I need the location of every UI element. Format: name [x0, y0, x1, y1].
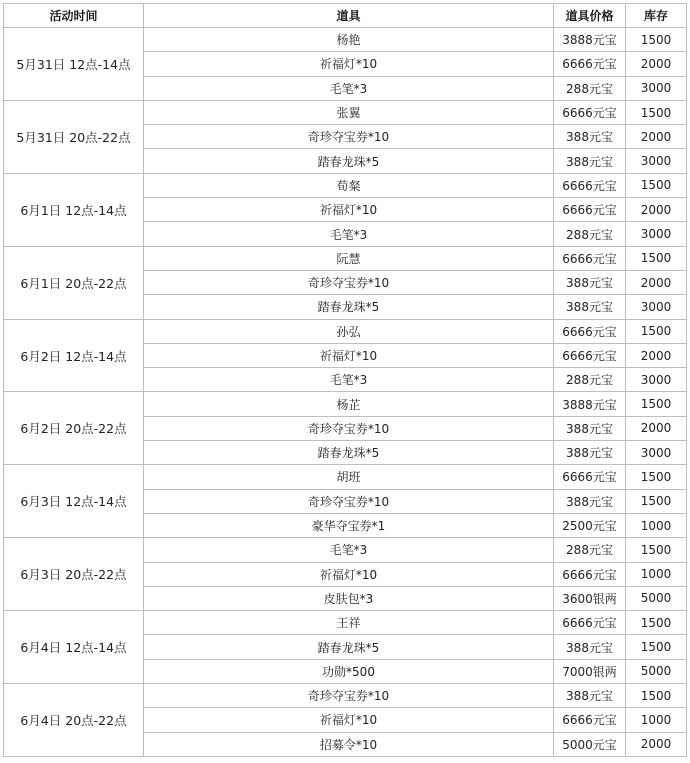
- item-price-cell: 5000元宝: [554, 732, 626, 756]
- stock-cell: 1500: [626, 635, 687, 659]
- item-name-cell: 王祥: [144, 611, 554, 635]
- stock-cell: 2000: [626, 732, 687, 756]
- item-price-cell: 2500元宝: [554, 513, 626, 537]
- table-body: [4, 28, 687, 757]
- stock-cell: 1500: [626, 465, 687, 489]
- item-name-cell: 奇珍夺宝券*10: [144, 125, 554, 149]
- table-row: [4, 392, 687, 416]
- stock-cell: 1500: [626, 319, 687, 343]
- item-price-cell: 288元宝: [554, 538, 626, 562]
- stock-cell: 1500: [626, 611, 687, 635]
- item-name-cell: 荀粲: [144, 173, 554, 197]
- stock-cell: 2000: [626, 52, 687, 76]
- item-name-cell: 踏春龙珠*5: [144, 295, 554, 319]
- stock-cell: 1500: [626, 538, 687, 562]
- stock-cell: 1500: [626, 28, 687, 52]
- stock-cell: 1500: [626, 684, 687, 708]
- stock-cell: 3000: [626, 76, 687, 100]
- stock-cell: 3000: [626, 368, 687, 392]
- item-price-cell: 6666元宝: [554, 246, 626, 270]
- activity-schedule-table: [3, 3, 687, 757]
- item-name-cell: 孙弘: [144, 319, 554, 343]
- item-price-cell: 288元宝: [554, 368, 626, 392]
- header-item-price: 道具价格: [554, 4, 626, 28]
- item-name-cell: 祈福灯*10: [144, 562, 554, 586]
- item-name-cell: 皮肤包*3: [144, 586, 554, 610]
- item-price-cell: 288元宝: [554, 76, 626, 100]
- item-price-cell: 388元宝: [554, 125, 626, 149]
- activity-time-cell: 6月1日 12点-14点: [4, 173, 144, 246]
- item-price-cell: 6666元宝: [554, 611, 626, 635]
- item-name-cell: 阮慧: [144, 246, 554, 270]
- stock-cell: 2000: [626, 416, 687, 440]
- stock-cell: 1500: [626, 246, 687, 270]
- stock-cell: 3000: [626, 295, 687, 319]
- item-price-cell: 6666元宝: [554, 173, 626, 197]
- item-price-cell: 6666元宝: [554, 343, 626, 367]
- item-price-cell: 6666元宝: [554, 52, 626, 76]
- header-activity-time: 活动时间: [4, 4, 144, 28]
- table-row: [4, 100, 687, 124]
- item-price-cell: 388元宝: [554, 270, 626, 294]
- item-price-cell: 388元宝: [554, 684, 626, 708]
- activity-time-cell: 6月3日 12点-14点: [4, 465, 144, 538]
- item-price-cell: 388元宝: [554, 635, 626, 659]
- stock-cell: 1500: [626, 100, 687, 124]
- item-name-cell: 豪华夺宝券*1: [144, 513, 554, 537]
- activity-time-cell: 6月1日 20点-22点: [4, 246, 144, 319]
- item-name-cell: 功勋*500: [144, 659, 554, 683]
- table-row: [4, 611, 687, 635]
- item-name-cell: 毛笔*3: [144, 76, 554, 100]
- item-price-cell: 288元宝: [554, 222, 626, 246]
- item-name-cell: 招募令*10: [144, 732, 554, 756]
- stock-cell: 1000: [626, 513, 687, 537]
- item-price-cell: 6666元宝: [554, 562, 626, 586]
- stock-cell: 1500: [626, 173, 687, 197]
- table-row: [4, 28, 687, 52]
- table-row: [4, 465, 687, 489]
- stock-cell: 2000: [626, 125, 687, 149]
- activity-time-cell: 5月31日 12点-14点: [4, 28, 144, 101]
- item-name-cell: 张翼: [144, 100, 554, 124]
- item-name-cell: 毛笔*3: [144, 538, 554, 562]
- stock-cell: 1500: [626, 392, 687, 416]
- item-name-cell: 踏春龙珠*5: [144, 441, 554, 465]
- table-row: [4, 246, 687, 270]
- activity-time-cell: 6月2日 12点-14点: [4, 319, 144, 392]
- table-row: [4, 684, 687, 708]
- activity-time-cell: 6月4日 20点-22点: [4, 684, 144, 757]
- table-row: [4, 319, 687, 343]
- item-price-cell: 6666元宝: [554, 319, 626, 343]
- item-name-cell: 祈福灯*10: [144, 52, 554, 76]
- stock-cell: 3000: [626, 441, 687, 465]
- item-price-cell: 6666元宝: [554, 100, 626, 124]
- activity-time-cell: 6月2日 20点-22点: [4, 392, 144, 465]
- activity-time-cell: 6月4日 12点-14点: [4, 611, 144, 684]
- stock-cell: 5000: [626, 586, 687, 610]
- stock-cell: 1000: [626, 708, 687, 732]
- stock-cell: 5000: [626, 659, 687, 683]
- item-price-cell: 6666元宝: [554, 198, 626, 222]
- item-name-cell: 奇珍夺宝券*10: [144, 684, 554, 708]
- item-price-cell: 388元宝: [554, 149, 626, 173]
- item-name-cell: 奇珍夺宝券*10: [144, 416, 554, 440]
- item-price-cell: 3600银两: [554, 586, 626, 610]
- item-name-cell: 胡班: [144, 465, 554, 489]
- item-name-cell: 踏春龙珠*5: [144, 149, 554, 173]
- stock-cell: 1500: [626, 489, 687, 513]
- item-name-cell: 祈福灯*10: [144, 198, 554, 222]
- item-name-cell: 杨芷: [144, 392, 554, 416]
- item-name-cell: 毛笔*3: [144, 368, 554, 392]
- item-price-cell: 388元宝: [554, 441, 626, 465]
- stock-cell: 2000: [626, 198, 687, 222]
- item-name-cell: 踏春龙珠*5: [144, 635, 554, 659]
- item-price-cell: 388元宝: [554, 295, 626, 319]
- item-price-cell: 6666元宝: [554, 708, 626, 732]
- item-name-cell: 奇珍夺宝券*10: [144, 270, 554, 294]
- item-price-cell: 3888元宝: [554, 392, 626, 416]
- activity-time-cell: 6月3日 20点-22点: [4, 538, 144, 611]
- item-name-cell: 毛笔*3: [144, 222, 554, 246]
- table-row: [4, 538, 687, 562]
- item-price-cell: 6666元宝: [554, 465, 626, 489]
- item-name-cell: 杨艳: [144, 28, 554, 52]
- stock-cell: 3000: [626, 222, 687, 246]
- table-row: [4, 173, 687, 197]
- item-name-cell: 祈福灯*10: [144, 708, 554, 732]
- stock-cell: 2000: [626, 343, 687, 367]
- table-header: [4, 4, 687, 28]
- stock-cell: 1000: [626, 562, 687, 586]
- activity-time-cell: 5月31日 20点-22点: [4, 100, 144, 173]
- item-price-cell: 388元宝: [554, 416, 626, 440]
- item-price-cell: 3888元宝: [554, 28, 626, 52]
- item-name-cell: 祈福灯*10: [144, 343, 554, 367]
- stock-cell: 2000: [626, 270, 687, 294]
- header-stock: 库存: [626, 4, 687, 28]
- item-price-cell: 7000银两: [554, 659, 626, 683]
- item-name-cell: 奇珍夺宝券*10: [144, 489, 554, 513]
- header-item: 道具: [144, 4, 554, 28]
- header-row: [4, 4, 687, 28]
- stock-cell: 3000: [626, 149, 687, 173]
- item-price-cell: 388元宝: [554, 489, 626, 513]
